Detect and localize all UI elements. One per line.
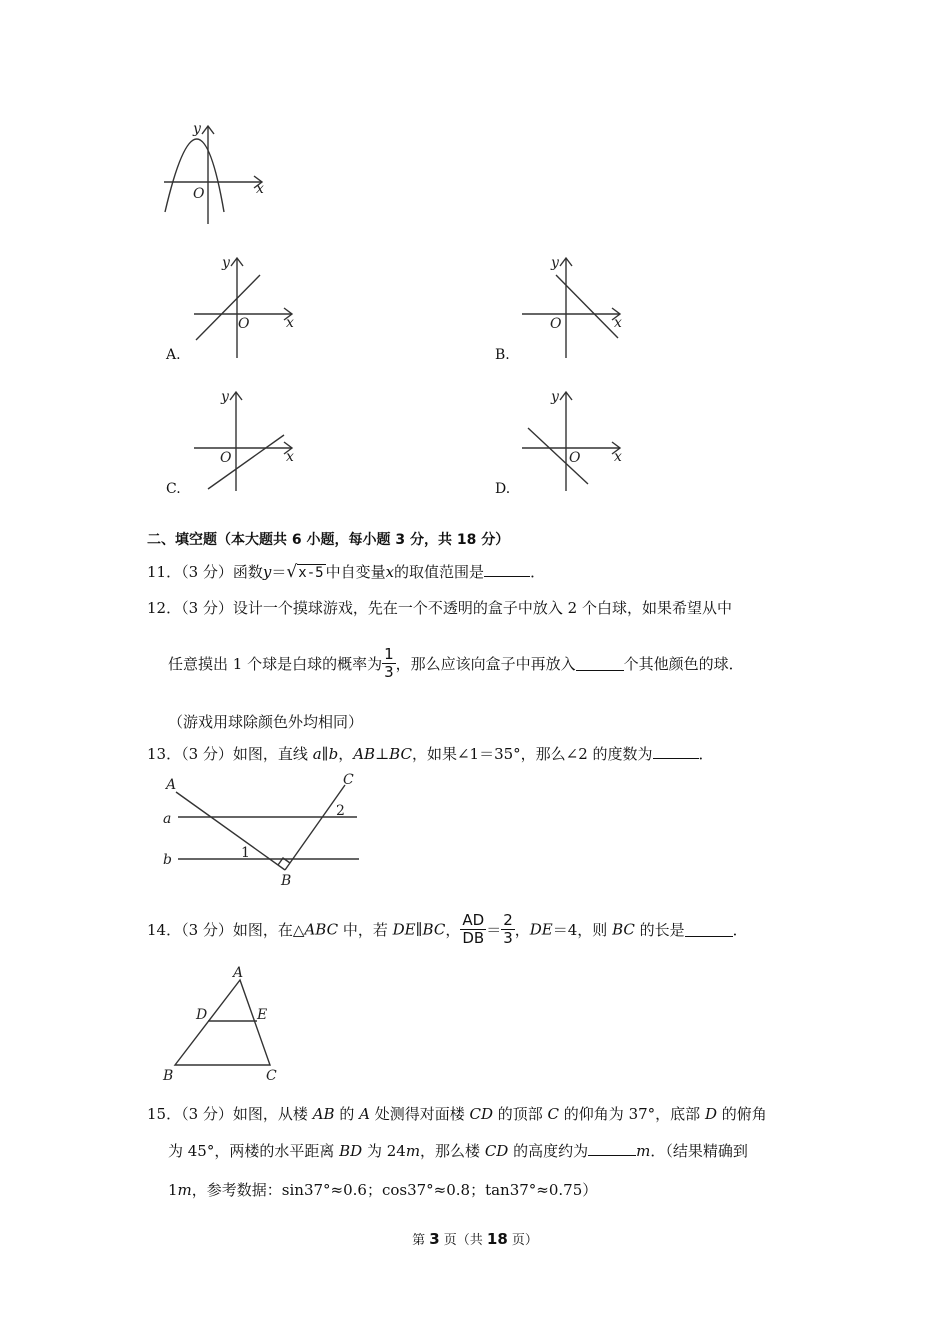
probability-fraction: $\frac{1}{3}$ [384, 645, 394, 681]
svg-text:x: x [286, 315, 294, 331]
parabola-x-label: x [256, 181, 264, 197]
svg-text:D: D [196, 1007, 208, 1023]
parabola-origin-label: O [193, 186, 205, 202]
question-12-line-3: （游戏用球除颜色外均相同） [168, 713, 364, 731]
ratio-fraction-2-3: $\frac{2}{3}$ [503, 911, 513, 947]
option-c-label[interactable]: C. [166, 481, 181, 497]
question-15-line-2: 为 45°，两楼的水平距离 BD 为 24m，那么楼 CD 的高度约为 m．（结果精确到 [168, 1142, 748, 1160]
parabola-y-label: y [193, 121, 201, 137]
section-heading: 二、填空题（本大题共 6 小题，每小题 3 分，共 18 分） [147, 532, 510, 548]
svg-text:C: C [266, 1068, 277, 1084]
question-15-line-3: 1m，参考数据：sin37°≈0.6；cos37°≈0.8；tan37°≈0.75） [168, 1181, 598, 1199]
question-15-line-1: 15．（3 分）如图，从楼 AB 的 A 处测得对面楼 CD 的顶部 C 的仰角为 37°，底部 D 的俯角 [147, 1105, 767, 1123]
option-a-label[interactable]: A. [166, 347, 181, 363]
svg-text:y: y [222, 255, 230, 271]
svg-text:1: 1 [241, 845, 250, 861]
svg-text:b: b [163, 852, 172, 868]
page-footer: 第 3 页（共 18 页） [412, 1230, 538, 1248]
svg-text:a: a [163, 811, 172, 827]
svg-text:x: x [286, 449, 294, 465]
svg-text:A: A [233, 965, 244, 981]
option-b-label[interactable]: B. [495, 347, 510, 363]
question-14: 14．（3 分）如图，在△ABC 中，若 DE∥BC， $\frac{AD}{DB}$ ＝ $\frac{2}{3}$ ，DE＝4，则 BC 的长是 ． [147, 911, 748, 947]
svg-text:y: y [221, 389, 229, 405]
svg-text:E: E [257, 1007, 268, 1023]
svg-text:y: y [551, 389, 559, 405]
option-d-label[interactable]: D. [495, 481, 511, 497]
svg-text:O: O [569, 450, 581, 466]
svg-text:y: y [551, 255, 559, 271]
question-12-line-1: 12．（3 分）设计一个摸球游戏，先在一个不透明的盒子中放入 2 个白球，如果希望从中 [147, 599, 732, 617]
svg-text:2: 2 [336, 803, 345, 819]
question-12-line-2: 任意摸出 1 个球是白球的概率为 $\frac{1}{3}$ ，那么应该向盒子中再放入 个其他颜色的球． [168, 645, 744, 681]
svg-text:O: O [220, 450, 232, 466]
svg-text:O: O [238, 316, 250, 332]
svg-text:B: B [281, 873, 292, 889]
radicand: x-5 [298, 565, 324, 581]
svg-text:A: A [166, 777, 177, 793]
svg-text:B: B [163, 1068, 174, 1084]
svg-text:x: x [614, 315, 622, 331]
question-13: 13．（3 分）如图，直线 a∥b，AB⊥BC，如果∠1＝35°，那么∠2 的度数为 ． [147, 745, 714, 763]
svg-text:C: C [343, 772, 354, 788]
question-11: 11．（3 分）函数y＝√x-5 中自变量x的取值范围是 ． [147, 562, 546, 582]
svg-text:x: x [614, 449, 622, 465]
answer-blank-15[interactable] [588, 1141, 636, 1156]
svg-text:O: O [550, 316, 562, 332]
ratio-fraction-ad-db: $\frac{AD}{DB}$ [462, 911, 485, 947]
